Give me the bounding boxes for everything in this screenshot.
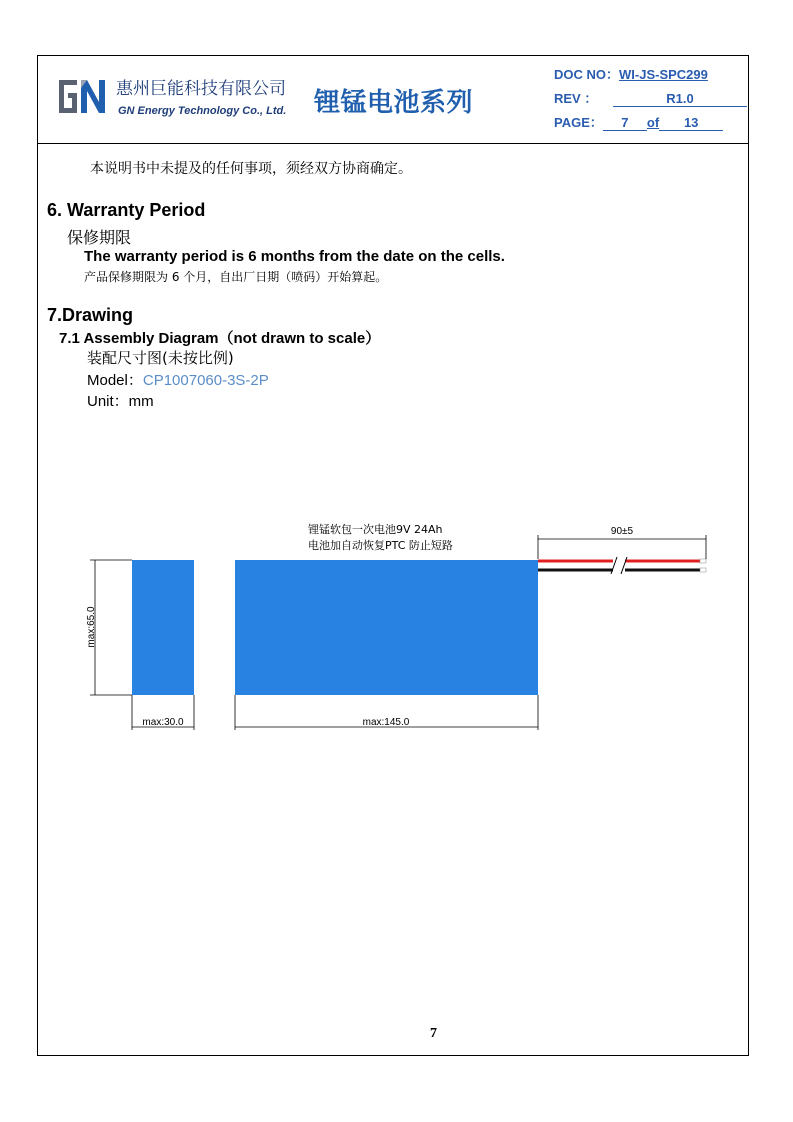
doc-no-label: DOC NO： — [554, 67, 620, 82]
length-label: max:145.0 — [362, 717, 410, 728]
rev-row — [554, 88, 747, 107]
section7-heading: 7.Drawing — [47, 305, 134, 325]
page-label: PAGE： — [554, 115, 603, 130]
company-logo-icon — [55, 74, 111, 118]
series-title: 锂锰电池系列 — [314, 88, 474, 118]
assembly-diagram — [80, 515, 720, 745]
lead-length-label: 90±5 — [610, 526, 634, 537]
company-name-en: GN Energy Technology Co., Ltd. — [118, 105, 287, 117]
lead-length-dimension — [538, 535, 706, 559]
page-of: of — [646, 115, 660, 130]
note-text: 本说明书中未提及的任何事项，须经双方协商确定。 — [90, 161, 412, 177]
model-label: Model： — [87, 372, 143, 389]
section6-heading: 6. Warranty Period — [47, 200, 206, 220]
section71-heading: 7.1 Assembly Diagram（not drawn to scale） — [59, 330, 381, 347]
model-line — [87, 369, 269, 390]
height-label: max:65.0 — [86, 606, 97, 648]
unit-line: Unit：mm — [87, 393, 154, 410]
page-current: 7 — [603, 116, 647, 131]
section71-heading-cn: 装配尺寸图(未按比例) — [87, 349, 234, 367]
warranty-text-en: The warranty period is 6 months from the date on the cells. — [84, 248, 505, 265]
doc-no-row — [554, 64, 708, 83]
rev-label: REV ： — [554, 91, 598, 106]
lead-wires — [538, 557, 706, 574]
page-number: 7 — [430, 1026, 437, 1041]
warranty-text-cn: 产品保修期限为 6 个月，自出厂日期（喷码）开始算起。 — [84, 270, 388, 284]
header-divider — [37, 143, 749, 144]
rev-value: R1.0 — [613, 92, 747, 107]
doc-no-value: WI-JS-SPC299 — [619, 67, 708, 82]
company-name-cn: 惠州巨能科技有限公司 — [116, 79, 286, 99]
battery-front-view — [235, 560, 538, 695]
thickness-label: max:30.0 — [142, 717, 184, 728]
battery-side-view — [132, 560, 194, 695]
model-value: CP1007060-3S-2P — [142, 372, 269, 389]
page-row — [554, 112, 723, 131]
drawing-label-line2: 电池加自动恢复PTC 防止短路 — [308, 539, 453, 552]
page-total: 13 — [659, 116, 723, 131]
section6-heading-cn: 保修期限 — [67, 228, 132, 247]
drawing-label-line1: 锂锰软包一次电池9V 24Ah — [308, 523, 443, 536]
